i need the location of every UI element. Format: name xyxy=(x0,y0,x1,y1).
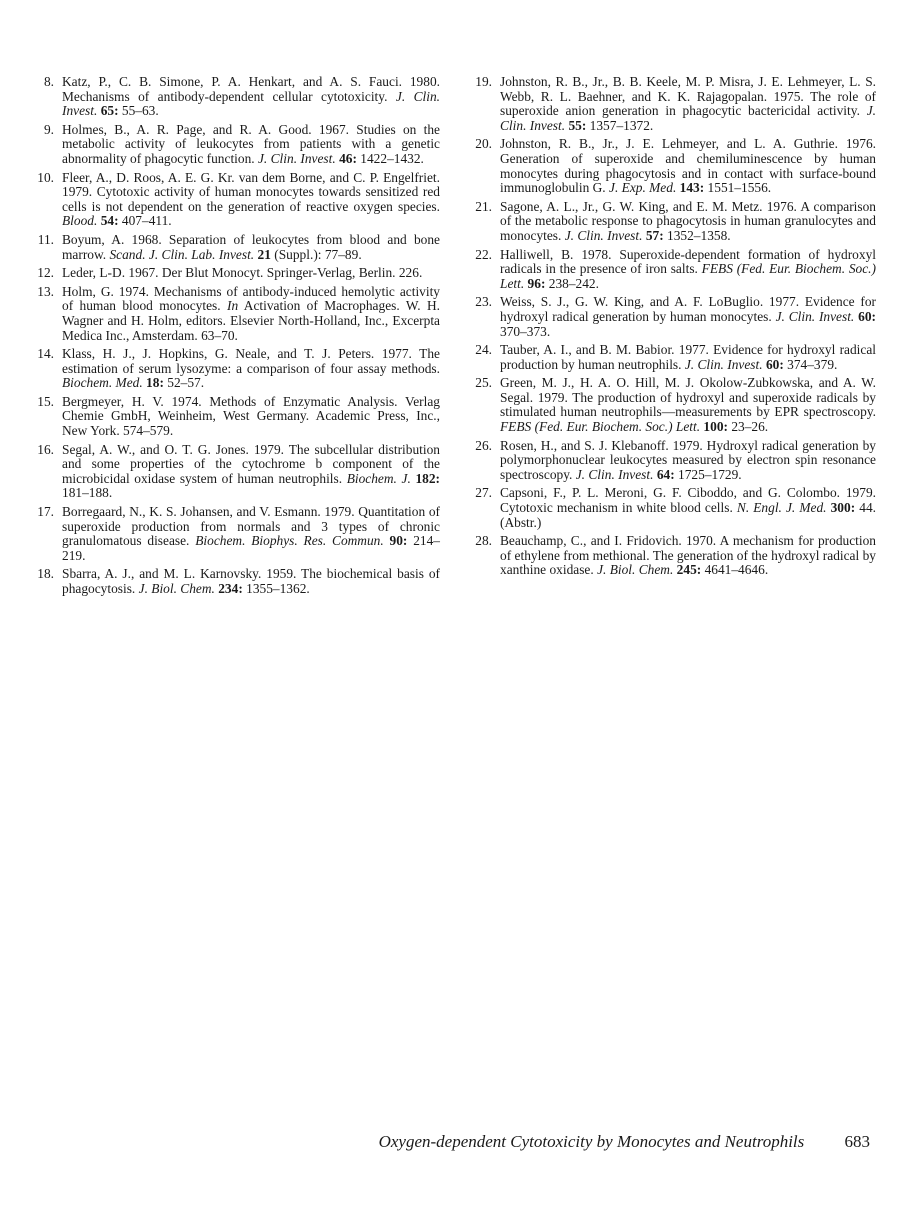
journal-title: Scand. J. Clin. Lab. Invest. xyxy=(109,246,255,262)
volume-number: 55: xyxy=(568,117,587,133)
reference-number: 18. xyxy=(37,566,54,582)
volume-number: 65: xyxy=(100,103,119,119)
citation-text: 1352–1358. xyxy=(663,227,731,243)
volume-number: 182: xyxy=(415,470,440,486)
journal-title: J. Exp. Med. xyxy=(609,180,677,196)
reference-number: 28. xyxy=(475,533,492,549)
volume-number: 100: xyxy=(703,419,728,435)
volume-number: 96: xyxy=(527,275,546,291)
reference-number: 17. xyxy=(37,504,54,520)
journal-title: In xyxy=(226,298,239,314)
citation-text: Boyum, A. 1968. Separation of leukocytes from blood and bone marrow. xyxy=(62,231,440,262)
reference-number: 23. xyxy=(475,294,492,310)
citation-text: Activation of Macrophages. W. H. Wagner and H. Holm, editors. Elsevier North-Holland, Inc., Excerpta Medica Inc., Amsterdam. 63–70. xyxy=(62,298,440,343)
journal-title: J. Clin. Invest. xyxy=(775,308,855,324)
citation-text: Sbarra, A. J., and M. L. Karnovsky. 1959. The biochemical basis of phagocytosis. xyxy=(62,566,440,596)
reference-entry xyxy=(28,233,440,262)
citation-text: 370–373. xyxy=(500,323,551,339)
reference-entry xyxy=(466,343,876,372)
volume-number: 54: xyxy=(100,213,119,229)
reference-entry xyxy=(466,295,876,339)
reference-text xyxy=(62,284,440,343)
reference-text xyxy=(62,566,440,596)
journal-title: J. Clin. Invest. xyxy=(564,227,643,243)
reference-text xyxy=(62,394,440,438)
citation-text: 52–57. xyxy=(163,375,205,391)
citation-text: 4641–4646. xyxy=(701,562,769,578)
reference-entry xyxy=(28,171,440,229)
citation-text: 23–26. xyxy=(727,419,769,435)
citation-text: Sagone, A. L., Jr., G. W. King, and E. M. Metz. 1976. A comparison of the metabolic response to phagocytosis in human granulocytes and monocytes. xyxy=(500,198,876,243)
citation-text: Green, M. J., H. A. O. Hill, M. J. Okolow-Zubkowska, and A. W. Segal. 1979. The production of hydroxyl and superoxide radicals by stimulated human neutrophils—measurements by EPR spectroscopy. xyxy=(500,375,876,420)
reference-number: 26. xyxy=(475,437,492,453)
journal-title: J. Clin. Invest. xyxy=(257,150,336,166)
reference-entry xyxy=(28,285,440,343)
citation-text: Leder, L-D. 1967. Der Blut Monocyt. Springer-Verlag, Berlin. 226. xyxy=(62,265,423,281)
running-title: Oxygen-dependent Cytotoxicity by Monocytes and Neutrophils xyxy=(378,1132,805,1151)
volume-number: 18: xyxy=(146,375,164,391)
reference-entry xyxy=(28,75,440,119)
reference-text xyxy=(62,346,440,390)
journal-title: J. Clin. Invest. xyxy=(575,466,654,482)
reference-number: 27. xyxy=(475,485,492,501)
citation-text: 374–379. xyxy=(783,356,838,372)
journal-title: J. Biol. Chem. xyxy=(138,581,215,596)
reference-text xyxy=(62,74,440,118)
reference-number: 24. xyxy=(475,342,492,358)
citation-text: Segal, A. W., and O. T. G. Jones. 1979. The subcellular distribution and some properties of the cytochrome b component of the microbicidal oxidase system of human neutrophils. xyxy=(62,441,440,486)
citation-text: 238–242. xyxy=(545,275,599,291)
reference-text xyxy=(500,375,876,434)
reference-number: 9. xyxy=(43,121,54,137)
reference-text xyxy=(500,199,876,243)
reference-number: 15. xyxy=(37,393,54,409)
reference-entry xyxy=(466,439,876,483)
reference-text xyxy=(62,232,440,262)
journal-title: N. Engl. J. Med. xyxy=(736,500,827,516)
citation-text: Fleer, A., D. Roos, A. E. G. Kr. van dem Borne, and C. P. Engelfriet. 1979. Cytotoxic activity of human monocytes towards sensitized red cells is not dependent on the generation of reactive oxygen species. xyxy=(62,169,440,214)
volume-number: 245: xyxy=(676,562,702,578)
citation-text: Holmes, B., A. R. Page, and R. A. Good. 1967. Studies on the metabolic activity of leukocytes from patients with a genetic abnormality of phagocytic function. xyxy=(62,121,440,166)
journal-title: Biochem. Med. xyxy=(62,375,143,391)
reference-list-left-column xyxy=(28,75,440,601)
reference-text xyxy=(500,438,876,482)
citation-text: (Suppl.): 77–89. xyxy=(270,246,362,262)
reference-number: 22. xyxy=(475,246,492,262)
page-number: 683 xyxy=(844,1132,870,1151)
reference-text xyxy=(500,136,876,195)
reference-text xyxy=(500,342,876,372)
reference-text xyxy=(62,122,440,166)
reference-number: 11. xyxy=(37,231,54,247)
reference-entry xyxy=(466,200,876,244)
citation-text: 44. (Abstr.) xyxy=(500,500,876,530)
reference-number: 16. xyxy=(37,441,54,457)
citation-text: Holm, G. 1974. Mechanisms of antibody-induced hemolytic activity of human blood monocytes. xyxy=(62,283,440,314)
reference-text xyxy=(500,247,876,291)
journal-title: FEBS (Fed. Eur. Biochem. Soc.) Lett. xyxy=(500,419,701,435)
citation-text: 407–411. xyxy=(118,213,172,229)
reference-entry xyxy=(28,123,440,167)
reference-number: 8. xyxy=(43,74,54,89)
citation-text: Johnston, R. B., Jr., J. E. Lehmeyer, and L. A. Guthrie. 1976. Generation of superoxide and chemiluminescence by human monocytes during phagocytosis and in contact with surface-bound immunoglobulin G. xyxy=(500,136,876,196)
reference-entry xyxy=(28,395,440,439)
reference-number: 25. xyxy=(475,375,492,391)
journal-title: Blood. xyxy=(62,213,98,229)
reference-text xyxy=(500,533,876,577)
page-footer xyxy=(379,1132,870,1152)
volume-number: 57: xyxy=(645,227,664,243)
reference-entry xyxy=(28,266,440,281)
journal-title: J. Clin. Invest. xyxy=(684,356,763,372)
citation-text: Capsoni, F., P. L. Meroni, G. F. Ciboddo, and G. Colombo. 1979. Cytotoxic mechanism in white blood cells. xyxy=(500,485,876,516)
citation-text: Borregaard, N., K. S. Johansen, and V. Esmann. 1979. Quantitation of superoxide production from normals and 3 types of chronic granulomatous disease. xyxy=(62,504,440,549)
journal-title: J. Biol. Chem. xyxy=(597,562,674,578)
reference-number: 21. xyxy=(475,198,492,214)
reference-entry xyxy=(466,248,876,292)
reference-entry xyxy=(28,505,440,563)
reference-entry xyxy=(28,567,440,596)
reference-number: 20. xyxy=(475,136,492,152)
journal-title: J. Clin. Invest. xyxy=(62,88,440,119)
reference-entry xyxy=(466,486,876,530)
citation-text: 1357–1372. xyxy=(586,117,654,133)
citation-text: 1355–1362. xyxy=(242,581,310,596)
journal-title: FEBS (Fed. Eur. Biochem. Soc.) Lett. xyxy=(500,261,876,291)
volume-number: 60: xyxy=(858,308,876,324)
citation-text: Katz, P., C. B. Simone, P. A. Henkart, and A. S. Fauci. 1980. Mechanisms of antibody-dependent cellular cytotoxicity. xyxy=(62,74,440,104)
citation-text: 1725–1729. xyxy=(674,466,742,482)
citation-text: Beauchamp, C., and I. Fridovich. 1970. A mechanism for production of ethylene from methional. The generation of the hydroxyl radical by xanthine oxidase. xyxy=(500,533,876,578)
reference-text xyxy=(500,485,876,529)
reference-entry xyxy=(28,347,440,391)
reference-number: 14. xyxy=(37,346,54,362)
reference-entry xyxy=(28,443,440,501)
volume-number: 90: xyxy=(389,533,408,549)
citation-text: 1422–1432. xyxy=(356,150,424,166)
reference-text xyxy=(62,504,440,563)
reference-number: 13. xyxy=(37,283,54,299)
citation-text: Klass, H. J., J. Hopkins, G. Neale, and T. J. Peters. 1977. The estimation of serum lysozyme: a comparison of four assay methods. xyxy=(62,346,440,376)
citation-text: Tauber, A. I., and B. M. Babior. 1977. Evidence for hydroxyl radical production by human neutrophils. xyxy=(500,342,876,372)
reference-entry xyxy=(466,534,876,578)
journal-title: J. Clin. Invest. xyxy=(500,103,876,133)
reference-text xyxy=(62,265,422,280)
reference-entry xyxy=(466,75,876,133)
volume-number: 143: xyxy=(679,180,705,196)
reference-number: 12. xyxy=(37,265,54,281)
reference-number: 10. xyxy=(37,169,54,185)
volume-number: 234: xyxy=(218,581,243,596)
journal-title: Biochem. J. xyxy=(346,470,411,486)
reference-entry xyxy=(466,137,876,195)
citation-text: 181–188. xyxy=(62,485,113,501)
reference-number: 19. xyxy=(475,74,492,89)
reference-text xyxy=(500,74,876,133)
citation-text: Rosen, H., and S. J. Klebanoff. 1979. Hydroxyl radical generation by polymorphonuclear leukocytes measured by electron spin resonance spectroscopy. xyxy=(500,437,876,482)
reference-text xyxy=(62,170,440,229)
reference-text xyxy=(62,442,440,501)
volume-number: 21 xyxy=(257,246,271,262)
volume-number: 60: xyxy=(765,356,784,372)
citation-text: Johnston, R. B., Jr., B. B. Keele, M. P. Misra, J. E. Lehmeyer, L. S. Webb, R. L. Baehner, and K. K. Rajagopalan. 1975. The role of superoxide anion generation in phagocytic bactericidal activity. xyxy=(500,74,876,119)
citation-text: Weiss, S. J., G. W. King, and A. F. LoBuglio. 1977. Evidence for hydroxyl radical generation by human monocytes. xyxy=(500,294,876,324)
journal-title: Biochem. Biophys. Res. Commun. xyxy=(195,533,384,549)
volume-number: 300: xyxy=(830,500,856,516)
reference-entry xyxy=(466,376,876,434)
citation-text: 214–219. xyxy=(62,533,440,563)
citation-text: Halliwell, B. 1978. Superoxide-dependent formation of hydroxyl radicals in the presence of iron salts. xyxy=(500,246,876,277)
reference-text xyxy=(500,294,876,338)
volume-number: 64: xyxy=(656,466,675,482)
volume-number: 46: xyxy=(339,150,357,166)
reference-list-right-column xyxy=(466,75,876,582)
citation-text: 1551–1556. xyxy=(704,180,772,196)
citation-text: 55–63. xyxy=(118,103,159,119)
citation-text: Bergmeyer, H. V. 1974. Methods of Enzymatic Analysis. Verlag Chemie GmbH, Weinheim, West Germany. Academic Press, Inc., New York. 574–579. xyxy=(62,393,440,439)
